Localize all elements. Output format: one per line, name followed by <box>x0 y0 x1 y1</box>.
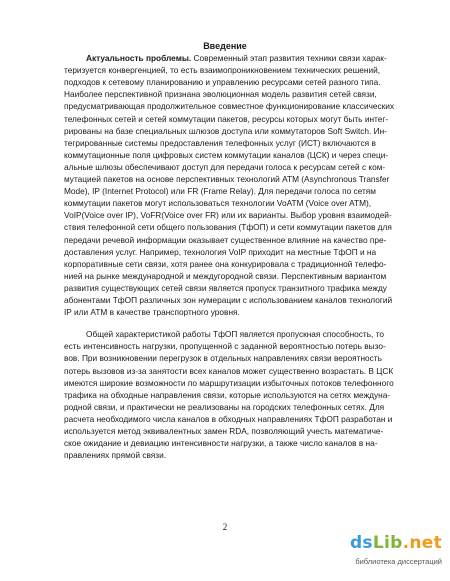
page-number: 2 <box>222 522 228 532</box>
text-line: передачи речевой информации оказывает существенное влияние на качество пре- <box>64 234 387 245</box>
text-line: тегрированные системы предоставления телефонных услуг (ИСТ) включаются в <box>64 137 376 148</box>
text-line: коммутационные поля цифровых систем коммутации каналов (ЦСК) и через специ- <box>64 149 389 160</box>
text-line: правлениях прямой связи. <box>64 450 167 461</box>
text-line: развития существующих сетей связи является пропуск транзитного трафика между <box>64 282 387 293</box>
text-line: рированы на базе специальных шлюзов доступа или коммутаторов Soft Switch. Ин- <box>64 125 387 136</box>
text-line: трафика на обходные направления связи, которые используются на сетях междуна- <box>64 389 391 400</box>
text-line: альные шлюзы обеспечивают доступ для передачи голоса к ресурсам сетей с ком- <box>64 161 386 172</box>
lead-in-bold: Актуальность проблемы. <box>86 53 192 63</box>
text-line: расчета необходимого числа каналов в обходных направлениях ТфОП разработан и <box>64 413 393 424</box>
logo-part-lib: Lib <box>372 533 403 553</box>
text-line: доставления услуг. Например, технология VoIP приходит на местные ТфОП и на <box>64 246 377 257</box>
text-line: нией на рынке международной и междугородной связи. Перспективным вариантом <box>64 270 387 281</box>
text-line: ское ожидание и девиацию интенсивности нагрузки, а также число каналов в на- <box>64 438 378 449</box>
watermark-subtitle: библиотека диссертаций <box>355 557 442 566</box>
text-line: абонентами ТфОП различных зон нумерации с использованием каналов технологий <box>64 295 393 305</box>
text-line: потерь вызовов из-за занятости всех каналов может существенно возрастать. В ЦСК <box>64 365 394 376</box>
text-line: Mode), IP (Internet Protocol) или FR (Frame Relay). Для передачи голоса по сетям <box>64 186 376 197</box>
text-line: Наиболее перспективной признана эволюционная модель развития сетей связи, <box>64 89 377 100</box>
watermark <box>340 533 442 573</box>
text-line: родной связи, и практически не реализованы на городских телефонных сетях. Для <box>64 401 385 412</box>
watermark-logo <box>340 533 442 553</box>
text-line: телефонных сетей и сетей коммутации пакетов, ресурсы которых могут быть интег- <box>64 113 389 124</box>
document-heading: Введение <box>203 41 247 51</box>
text-line: имеются широкие возможности по маршрутизации избыточных потоков телефонного <box>64 377 394 388</box>
text-line: подходов к сетевому планированию и управлению ресурсами сетей разного типа. <box>64 77 381 88</box>
logo-part-net: .net <box>402 533 442 553</box>
text-line: VoIP(Voice over IP), VoFR(Voice over FR) или их варианты. Выбор уровня взаимодей- <box>64 210 392 221</box>
text-line: есть интенсивность нагрузки, пропущенной с заданной вероятностью потерь вызо- <box>64 341 386 352</box>
text-line: корпоративные сети связи, хотя ранее она конкурировала с традиционной телефо- <box>64 258 387 269</box>
text-line: коммутации пакетов могут использоваться технологии VoATM (Voice over ATM), <box>64 198 372 209</box>
text-line: ствия телефонной сети общего пользования (ТфОП) и сети коммутации пакетов для <box>64 222 392 233</box>
text-line: Актуальность проблемы. Современный этап развития техники связи харак- <box>86 53 387 63</box>
text-line: теризуется конвергенцией, то есть взаимопроникновением технических решений, <box>64 65 381 76</box>
text-line: вов. При возникновении перегрузок в отдельных направлениях связи вероятность <box>64 353 382 364</box>
text-line: мутацией пакетов на основе перспективных технологий ATM (Asynchronous Transfer <box>64 174 390 184</box>
text-line: предусматривающая продолжительное совместное функционирование классических <box>64 101 394 112</box>
text-line: Общей характеристикой работы ТфОП является пропускная способность, то <box>86 329 384 340</box>
text-line: используется метод эквивалентных замен RDA, позволяющий учесть математиче- <box>64 426 384 436</box>
text-line: IP или ATM в качестве транспортного уровня. <box>64 307 240 318</box>
logo-part-ds: ds <box>349 533 373 553</box>
